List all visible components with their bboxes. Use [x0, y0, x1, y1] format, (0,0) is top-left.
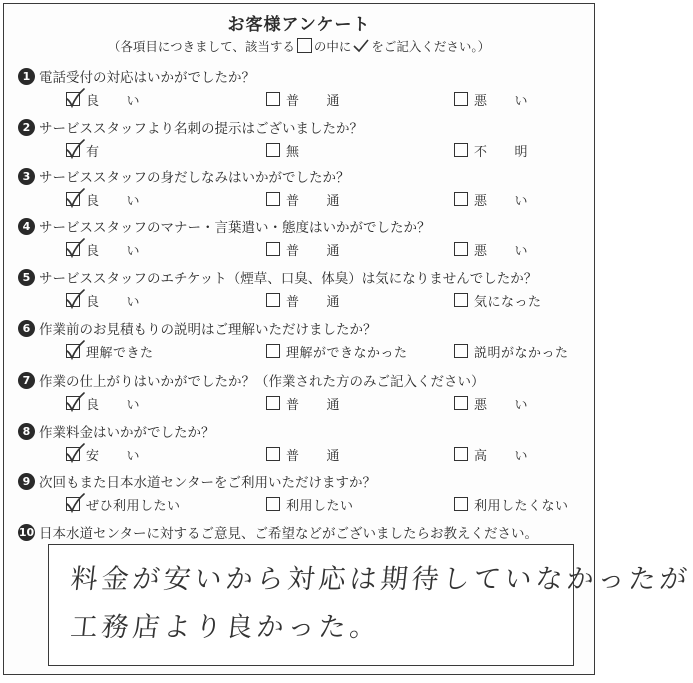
question-number-badge: 2: [18, 119, 35, 136]
question-text: 作業の仕上がりはいかがでしたか？（作業された方のみご記入ください）: [39, 374, 485, 390]
answer-option[interactable]: [266, 141, 300, 159]
checkbox[interactable]: [266, 497, 280, 511]
answer-option-label: 悪 い: [474, 243, 529, 259]
checked-checkbox[interactable]: [66, 396, 80, 410]
checkbox[interactable]: [266, 447, 280, 461]
question-header: [18, 66, 255, 86]
question-header: [18, 318, 377, 338]
answer-option[interactable]: [454, 342, 569, 360]
answer-option[interactable]: [454, 495, 569, 513]
answer-option-label: 悪 い: [474, 193, 529, 209]
answer-option-label: 良 い: [86, 243, 141, 259]
checkmark-sample-icon: [353, 39, 369, 53]
answer-option[interactable]: [66, 394, 140, 412]
answer-option-label: 普 通: [286, 243, 341, 259]
checked-checkbox[interactable]: [66, 497, 80, 511]
answer-option-label: 説明がなかった: [474, 345, 569, 361]
question-header: [18, 216, 431, 236]
checked-checkbox[interactable]: [66, 242, 80, 256]
question-header: [18, 117, 363, 137]
answer-option[interactable]: [66, 291, 140, 309]
checkbox[interactable]: [266, 143, 280, 157]
checkmark-icon: [64, 288, 86, 310]
checkbox[interactable]: [266, 92, 280, 106]
checkbox[interactable]: [454, 396, 468, 410]
answer-option-label: 普 通: [286, 397, 341, 413]
checkbox[interactable]: [454, 293, 468, 307]
checkbox-sample-icon: [297, 38, 312, 53]
checkmark-icon: [64, 187, 86, 209]
answer-option-label: 普 通: [286, 294, 341, 310]
checkmark-icon: [64, 391, 86, 413]
answer-option[interactable]: [266, 190, 340, 208]
free-comment-box[interactable]: [48, 544, 693, 666]
answer-option-label: 良 い: [86, 93, 141, 109]
checkmark-icon: [64, 339, 86, 361]
answer-option[interactable]: [454, 90, 528, 108]
answer-option[interactable]: [66, 141, 100, 159]
answer-option-label: ぜひ利用したい: [86, 498, 181, 514]
question-header: [18, 421, 215, 441]
checkbox[interactable]: [454, 447, 468, 461]
checkmark-icon: [64, 138, 86, 160]
question-number-badge: 6: [18, 320, 35, 337]
answer-option[interactable]: [66, 240, 140, 258]
question-number-badge: 1: [18, 68, 35, 85]
checkmark-icon: [64, 87, 86, 109]
answer-option[interactable]: [454, 291, 542, 309]
answer-option[interactable]: [266, 240, 340, 258]
answer-option-label: 不 明: [474, 144, 529, 160]
answer-option[interactable]: [66, 190, 140, 208]
checked-checkbox[interactable]: [66, 92, 80, 106]
checked-checkbox[interactable]: [66, 192, 80, 206]
answer-option-label: 有: [86, 144, 100, 160]
checkbox[interactable]: [454, 192, 468, 206]
question-header: [18, 267, 537, 287]
checkbox[interactable]: [454, 497, 468, 511]
question-header: [18, 166, 350, 186]
question-text: 作業前のお見積もりの説明はご理解いただけましたか？: [39, 322, 377, 338]
answer-option-label: 気になった: [474, 294, 542, 310]
answer-option[interactable]: [66, 342, 154, 360]
question-header: [18, 370, 485, 390]
answer-option-label: 普 通: [286, 448, 341, 464]
question-text: サービススタッフのエチケット（煙草、口臭、体臭）は気になりませんでしたか？: [39, 271, 538, 287]
answer-option-label: 良 い: [86, 294, 141, 310]
handwritten-comment-line-2: 工務店より良かった。: [69, 612, 383, 643]
question-text: 次回もまた日本水道センターをご利用いただけますか？: [39, 475, 376, 491]
question-number-badge: 3: [18, 168, 35, 185]
answer-option-label: 普 通: [286, 93, 341, 109]
answer-option-label: 悪 い: [474, 397, 529, 413]
answer-option-label: 理解できた: [86, 345, 154, 361]
answer-option[interactable]: [454, 240, 528, 258]
answer-option-label: 無: [286, 144, 300, 160]
answer-option-label: 良 い: [86, 397, 141, 413]
checked-checkbox[interactable]: [66, 143, 80, 157]
checkbox[interactable]: [454, 92, 468, 106]
question-number-badge: 5: [18, 269, 35, 286]
answer-option-label: 悪 い: [474, 93, 529, 109]
answer-option-label: 安 い: [86, 448, 141, 464]
answer-option[interactable]: [266, 394, 340, 412]
question-text: 電話受付の対応はいかがでしたか？: [39, 70, 255, 86]
checkmark-icon: [64, 442, 86, 464]
question-number-badge: 8: [18, 423, 35, 440]
question-number-badge: 10: [18, 525, 35, 539]
checkbox[interactable]: [454, 143, 468, 157]
question-number-badge: 7: [18, 372, 35, 389]
answer-option[interactable]: [266, 291, 340, 309]
answer-option[interactable]: [454, 394, 528, 412]
answer-option[interactable]: [454, 190, 528, 208]
question-text: 日本水道センターに対するご意見、ご希望などがございましたらお教えください。: [39, 526, 538, 542]
question-6: [4, 318, 594, 378]
answer-option[interactable]: [266, 342, 408, 360]
instruction-text-middle: の中に: [313, 39, 352, 54]
checked-checkbox[interactable]: [66, 293, 80, 307]
answer-option[interactable]: [266, 90, 340, 108]
answer-option-label: 普 通: [286, 193, 341, 209]
question-text: サービススタッフのマナー・言葉遣い・態度はいかがでしたか？: [39, 220, 431, 236]
question-text: 作業料金はいかがでしたか？: [39, 425, 215, 441]
survey-sheet: [3, 3, 693, 675]
checkmark-icon: [64, 237, 86, 259]
checkbox[interactable]: [266, 242, 280, 256]
question-text: サービススタッフより名刺の提示はございましたか？: [39, 121, 363, 137]
instruction-line: [4, 37, 594, 55]
answer-option[interactable]: [454, 445, 528, 463]
answer-option[interactable]: [454, 141, 528, 159]
question-header: [18, 522, 538, 542]
answer-option[interactable]: [266, 445, 340, 463]
question-number-badge: 9: [18, 473, 35, 490]
answer-option-label: 利用したくない: [474, 498, 569, 514]
answer-option[interactable]: [66, 445, 140, 463]
instruction-text-before: （各項目につきまして、該当する: [107, 39, 295, 54]
checkbox[interactable]: [266, 396, 280, 410]
handwritten-comment-line-1: 料金が安いから対応は期待していなかったが: [69, 564, 693, 595]
instruction-text-after: をご記入ください。）: [371, 39, 491, 54]
checkbox[interactable]: [266, 293, 280, 307]
checkbox[interactable]: [266, 344, 280, 358]
answer-option[interactable]: [66, 90, 140, 108]
answer-option-label: 理解ができなかった: [286, 345, 408, 361]
question-header: [18, 471, 376, 491]
answer-option-label: 利用したい: [286, 498, 354, 514]
checkbox[interactable]: [454, 242, 468, 256]
checkmark-icon: [64, 492, 86, 514]
question-number-badge: 4: [18, 218, 35, 235]
answer-option[interactable]: [266, 495, 354, 513]
answer-option-label: 良 い: [86, 193, 141, 209]
question-text: サービススタッフの身だしなみはいかがでしたか？: [39, 170, 350, 186]
checkbox[interactable]: [266, 192, 280, 206]
checked-checkbox[interactable]: [66, 344, 80, 358]
checkbox[interactable]: [454, 344, 468, 358]
checked-checkbox[interactable]: [66, 447, 80, 461]
answer-option-label: 高 い: [474, 448, 529, 464]
survey-title: お客様アンケート: [227, 15, 371, 35]
answer-option[interactable]: [66, 495, 181, 513]
